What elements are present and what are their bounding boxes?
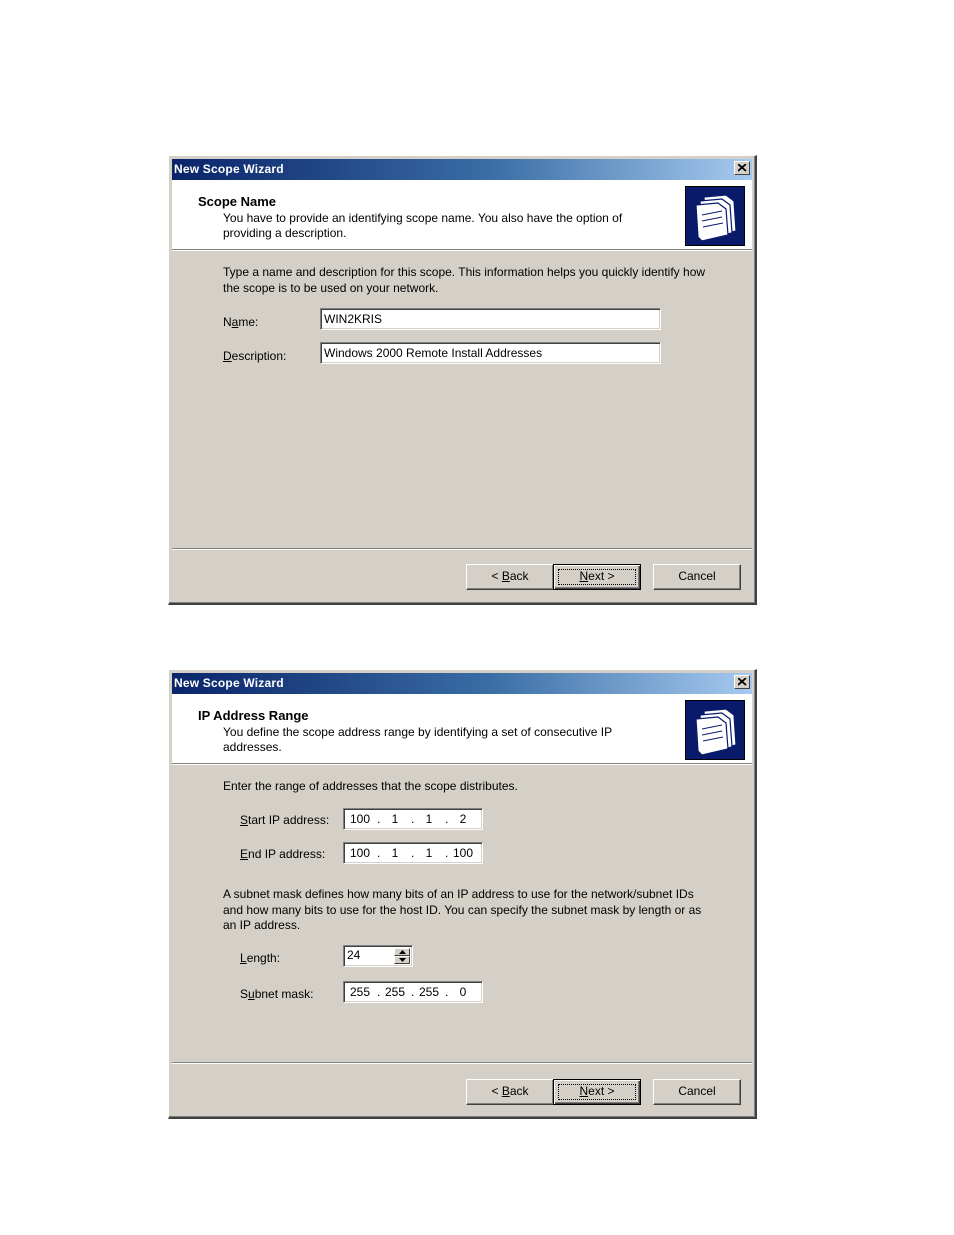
- window-title: New Scope Wizard: [174, 162, 284, 176]
- close-icon: [738, 164, 747, 172]
- ip-dot: .: [445, 812, 449, 826]
- ip-dot: .: [411, 846, 415, 860]
- wizard-folders-icon: [685, 186, 745, 246]
- name-label: Name:: [223, 315, 259, 329]
- ip-dot: .: [377, 812, 381, 826]
- spin-down-icon: [399, 958, 406, 962]
- ip-octet: 1: [425, 846, 433, 860]
- ip-address-range-dialog: [168, 669, 757, 1119]
- start-ip-input[interactable]: [343, 808, 483, 830]
- description-input[interactable]: Windows 2000 Remote Install Addresses: [320, 342, 661, 364]
- intro-text: Type a name and description for this scope. This information helps you quickly identify how the scope is to be used on your network.: [223, 265, 706, 295]
- ip-octet: 255: [384, 985, 406, 999]
- ip-octet: 100: [349, 846, 371, 860]
- ip-dot: .: [445, 846, 449, 860]
- ip-dot: .: [411, 812, 415, 826]
- close-button[interactable]: [734, 161, 750, 175]
- spin-control: [394, 948, 410, 964]
- title-bar[interactable]: [172, 673, 752, 694]
- close-button[interactable]: [734, 675, 750, 689]
- ip-octet: 255: [418, 985, 440, 999]
- window-title: New Scope Wizard: [174, 676, 284, 690]
- subnet-explanation: A subnet mask defines how many bits of an IP address to use for the network/subnet IDs and how many bits to use for the host ID. You can specify the subnet mask by length or as an IP address.: [223, 887, 702, 932]
- spin-up-button[interactable]: [394, 948, 410, 956]
- length-value: 24: [347, 948, 361, 962]
- subnet-mask-label: Subnet mask:: [240, 987, 314, 1001]
- next-button[interactable]: Next >: [553, 1079, 641, 1105]
- ip-octet: 100: [349, 812, 371, 826]
- length-stepper[interactable]: [343, 945, 413, 967]
- next-button[interactable]: Next >: [553, 564, 641, 590]
- wizard-header: [172, 180, 752, 250]
- footer-divider: [172, 1062, 752, 1064]
- ip-octet: 1: [425, 812, 433, 826]
- page-title: Scope Name: [198, 194, 277, 209]
- wizard-header: [172, 694, 752, 764]
- wizard-folders-icon: [685, 700, 745, 760]
- page-title: IP Address Range: [198, 708, 309, 723]
- ip-octet: 255: [349, 985, 371, 999]
- back-button[interactable]: < Back: [466, 564, 554, 590]
- page-description: You have to provide an identifying scope name. You also have the option of providing a description.: [223, 211, 623, 240]
- length-label: Length:: [240, 951, 281, 965]
- footer-divider: [172, 548, 752, 550]
- ip-dot: .: [445, 985, 449, 999]
- end-ip-input[interactable]: [343, 842, 483, 864]
- spin-up-icon: [399, 950, 406, 954]
- title-bar[interactable]: [172, 159, 752, 180]
- name-input[interactable]: WIN2KRIS: [320, 308, 661, 330]
- back-button[interactable]: < Back: [466, 1079, 554, 1105]
- cancel-button[interactable]: Cancel: [653, 1079, 741, 1105]
- start-ip-label: Start IP address:: [240, 813, 330, 827]
- ip-octet: 1: [391, 812, 399, 826]
- close-icon: [738, 678, 747, 686]
- ip-octet: 1: [391, 846, 399, 860]
- ip-octet: 0: [459, 985, 467, 999]
- subnet-mask-input[interactable]: [343, 981, 483, 1003]
- spin-down-button[interactable]: [394, 956, 410, 964]
- ip-dot: .: [377, 846, 381, 860]
- ip-octet: 2: [459, 812, 467, 826]
- description-label: Description:: [223, 349, 287, 363]
- end-ip-label: End IP address:: [240, 847, 326, 861]
- page-description: You define the scope address range by identifying a set of consecutive IP addresses.: [223, 725, 612, 754]
- ip-octet: 100: [452, 846, 474, 860]
- intro-text: Enter the range of addresses that the scope distributes.: [223, 779, 518, 793]
- cancel-button[interactable]: Cancel: [653, 564, 741, 590]
- ip-dot: .: [377, 985, 381, 999]
- scope-name-dialog: [168, 155, 757, 605]
- ip-dot: .: [411, 985, 415, 999]
